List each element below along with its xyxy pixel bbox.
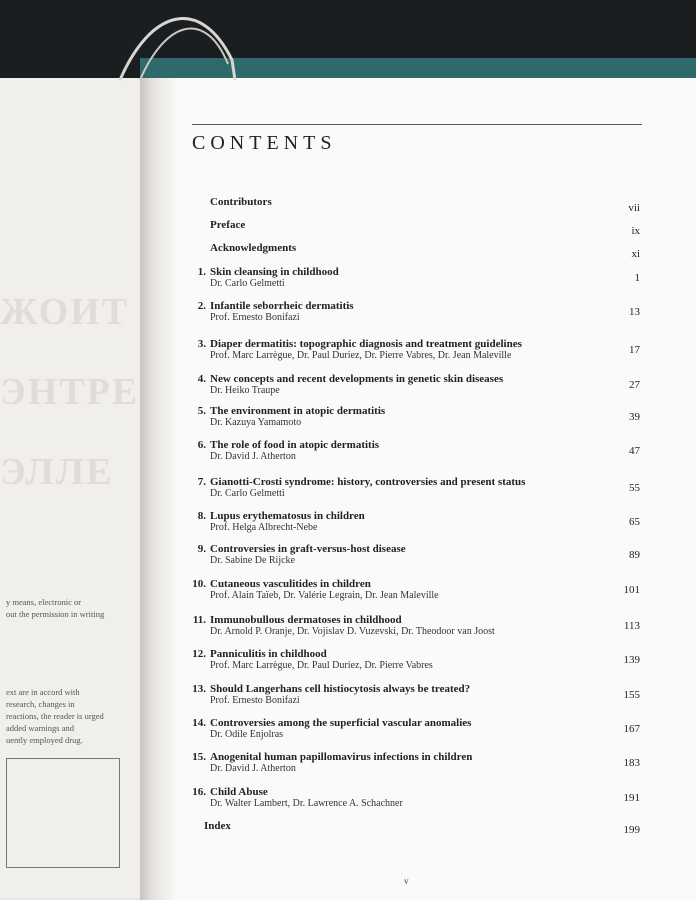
notice-line: research, changes in xyxy=(6,699,75,709)
chapter-title: Cutaneous vasculitides in children xyxy=(210,578,371,590)
left-ghost-text: ЭНТРЕ xyxy=(0,371,140,413)
chapter-number: 9. xyxy=(197,543,206,555)
chapter-authors: Prof. Marc Larrègue, Dr. Paul Duriez, Dr. Pierre Vabres, Dr. Jean Maleville xyxy=(210,350,512,361)
chapter-number: 13. xyxy=(192,683,206,695)
chapter-number: 4. xyxy=(197,373,206,385)
chapter-number: 2. xyxy=(197,300,206,312)
entry-title: Acknowledgments xyxy=(210,242,297,254)
entry-page: xi xyxy=(631,248,640,260)
notice-line: ext are in accord with xyxy=(6,687,80,697)
chapter-title: Lupus erythematosus in children xyxy=(210,510,365,522)
chapter-title: Infantile seborrheic dermatitis xyxy=(210,300,354,312)
chapter-authors: Dr. Arnold P. Oranje, Dr. Vojislav D. Vuzevski, Dr. Theodoor van Joost xyxy=(210,626,495,637)
chapter-title: Panniculitis in childhood xyxy=(210,648,327,660)
chapter-title: The role of food in atopic dermatitis xyxy=(210,439,380,451)
medical-notice xyxy=(6,686,104,746)
notice-line: reactions, the reader is urged xyxy=(6,711,104,721)
chapter-authors: Dr. Walter Lambert, Dr. Lawrence A. Schachner xyxy=(210,798,403,809)
chapter-number: 10. xyxy=(192,578,206,590)
entry-page: ix xyxy=(631,225,640,237)
contents-title: CONTENTS xyxy=(192,132,337,154)
chapter-title: Gianotti-Crosti syndrome: history, controversies and present status xyxy=(210,476,526,488)
chapter-number: 11. xyxy=(192,614,206,626)
chapter-authors: Prof. Helga Albrecht-Nebe xyxy=(210,522,318,533)
chapter-number: 12. xyxy=(192,648,206,660)
entry-title: Preface xyxy=(210,219,246,231)
chapter-page: 1 xyxy=(634,272,640,284)
copyright-line: y means, electronic or xyxy=(6,597,82,607)
chapter-number: 8. xyxy=(197,510,206,522)
left-page-frame xyxy=(6,758,120,868)
chapter-number: 15. xyxy=(192,751,206,763)
chapter-title: Controversies among the superficial vascular anomalies xyxy=(210,717,472,729)
chapter-title: The environment in atopic dermatitis xyxy=(210,405,386,417)
chapter-authors: Dr. Sabine De Rijcke xyxy=(210,555,295,566)
copyright-line: out the permission in writing xyxy=(6,609,105,619)
chapter-page: 39 xyxy=(629,411,640,423)
chapter-page: 13 xyxy=(629,306,640,318)
chapter-title: Diaper dermatitis: topographic diagnosis and treatment guidelines xyxy=(210,338,522,350)
chapter-number: 5. xyxy=(197,405,206,417)
chapter-authors: Prof. Marc Larrègue, Dr. Paul Duriez, Dr. Pierre Vabres xyxy=(210,660,433,671)
chapter-authors: Dr. David J. Atherton xyxy=(210,451,296,462)
chapter-authors: Dr. Carlo Gelmetti xyxy=(210,488,285,499)
chapter-authors: Dr. Odile Enjolras xyxy=(210,729,284,740)
index-title: Index xyxy=(204,820,231,832)
chapter-page: 27 xyxy=(629,379,640,391)
chapter-page: 55 xyxy=(629,482,640,494)
header-rule xyxy=(192,124,642,125)
book-spine-shadow xyxy=(140,78,178,900)
chapter-number: 7. xyxy=(197,476,206,488)
chapter-number: 14. xyxy=(192,717,206,729)
chapter-page: 155 xyxy=(623,689,640,701)
chapter-title: Should Langerhans cell histiocytosis always be treated? xyxy=(210,683,471,695)
chapter-page: 183 xyxy=(623,757,640,769)
entry-page: vii xyxy=(628,202,640,214)
chapter-number: 1. xyxy=(197,266,206,278)
chapter-authors: Dr. Carlo Gelmetti xyxy=(210,278,285,289)
chapter-authors: Prof. Alain Taïeb, Dr. Valérie Legrain, Dr. Jean Maleville xyxy=(210,590,439,601)
chapter-page: 47 xyxy=(629,445,640,457)
chapter-title: Skin cleansing in childhood xyxy=(210,266,339,278)
left-ghost-text: ЖОИТ xyxy=(0,291,130,333)
chapter-title: Immunobullous dermatoses in childhood xyxy=(210,614,402,626)
chapter-title: New concepts and recent developments in genetic skin diseases xyxy=(210,373,504,385)
copyright-notice xyxy=(6,596,104,620)
chapter-authors: Prof. Ernesto Bonifazi xyxy=(210,312,300,323)
chapter-number: 16. xyxy=(192,786,206,798)
chapter-page: 113 xyxy=(623,620,640,632)
chapter-title: Child Abuse xyxy=(210,786,268,798)
chapter-title: Anogenital human papillomavirus infections in children xyxy=(210,751,473,763)
chapter-authors: Prof. Ernesto Bonifazi xyxy=(210,695,300,706)
left-ghost-text: ЭЛЛЕ xyxy=(0,451,114,493)
chapter-page: 191 xyxy=(623,792,640,804)
notice-line: added warnings and xyxy=(6,723,74,733)
entry-title: Contributors xyxy=(210,196,272,208)
index-page: 199 xyxy=(623,824,640,836)
chapter-title: Controversies in graft-versus-host disease xyxy=(210,543,406,555)
chapter-authors: Dr. Kazuya Yamamoto xyxy=(210,417,302,428)
chapter-page: 89 xyxy=(629,549,640,561)
chapter-page: 17 xyxy=(629,344,640,356)
chapter-page: 65 xyxy=(629,516,640,528)
page-folio: v xyxy=(404,876,409,886)
chapter-page: 167 xyxy=(623,723,640,735)
chapter-number: 6. xyxy=(197,439,206,451)
chapter-page: 101 xyxy=(623,584,640,596)
book-cover-edge xyxy=(140,58,696,78)
notice-line: uently employed drug. xyxy=(6,735,83,745)
chapter-number: 3. xyxy=(197,338,206,350)
chapter-page: 139 xyxy=(623,654,640,666)
chapter-authors: Dr. Heiko Traupe xyxy=(210,385,280,396)
chapter-authors: Dr. David J. Atherton xyxy=(210,763,296,774)
